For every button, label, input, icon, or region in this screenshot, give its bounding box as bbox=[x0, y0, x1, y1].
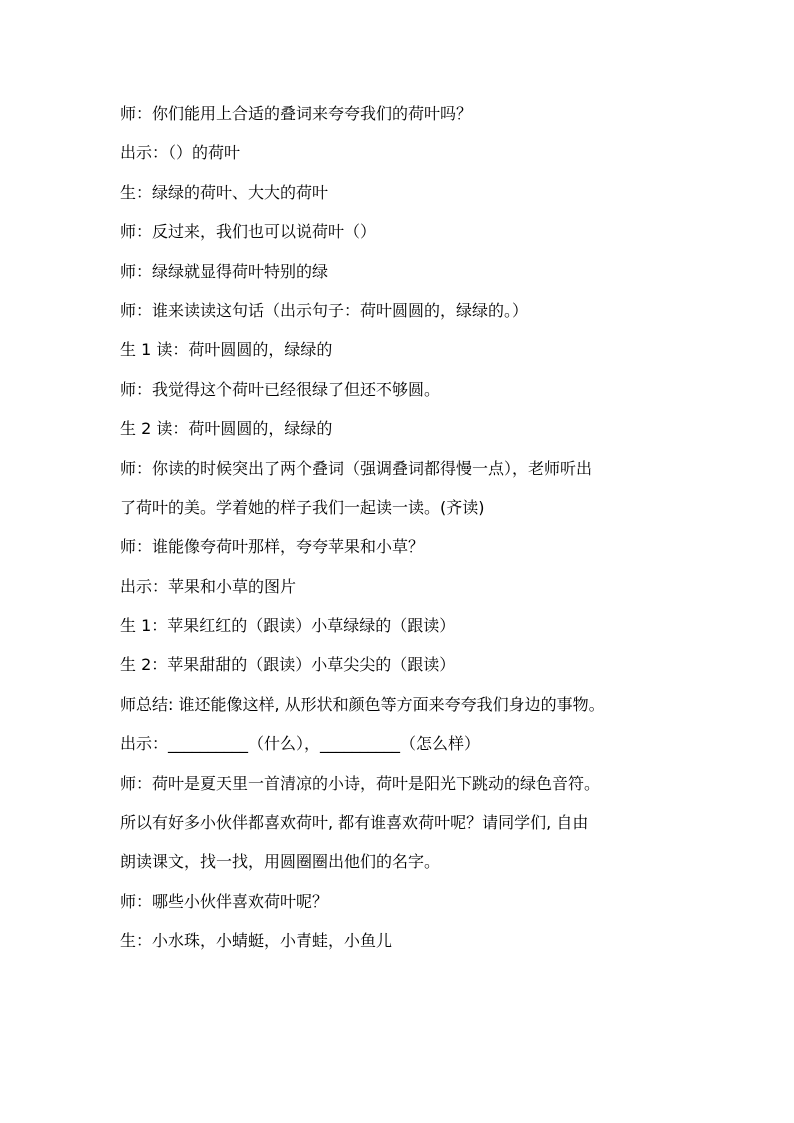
text-line: 师：你读的时候突出了两个叠词（强调叠词都得慢一点），老师听出 bbox=[120, 458, 593, 478]
text-line: 所以有好多小伙伴都喜欢荷叶, 都有谁喜欢荷叶呢？请同学们, 自由 bbox=[120, 813, 589, 833]
text-line: 师：谁来读读这句话（出示句子：荷叶圆圆的，绿绿的。） bbox=[120, 300, 529, 320]
document-body bbox=[120, 104, 680, 971]
text-line: 师：荷叶是夏天里一首清凉的小诗，荷叶是阳光下跳动的绿色音符。 bbox=[120, 773, 601, 793]
text-line: 生 1：苹果红红的（跟读）小草绿绿的（跟读） bbox=[120, 616, 456, 636]
text-line: 师：我觉得这个荷叶已经很绿了但还不够圆。 bbox=[120, 379, 441, 399]
text-line: 了荷叶的美。学着她的样子我们一起读一读。(齐读) bbox=[120, 497, 485, 517]
text-line: 师：绿绿就显得荷叶特别的绿 bbox=[120, 261, 329, 281]
text-line: 师：谁能像夸荷叶那样，夸夸苹果和小草？ bbox=[120, 537, 425, 557]
text-line: 生 2：苹果甜甜的（跟读）小草尖尖的（跟读） bbox=[120, 655, 456, 675]
text-line: 出示：苹果和小草的图片 bbox=[120, 576, 297, 596]
text-line: 出示：__________（什么），__________（怎么样） bbox=[120, 734, 481, 754]
text-line: 师：你们能用上合适的叠词来夸夸我们的荷叶吗？ bbox=[120, 104, 473, 123]
text-line: 生 1 读：荷叶圆圆的，绿绿的 bbox=[120, 340, 333, 360]
text-line: 生：小水珠，小蜻蜓，小青蛙，小鱼儿 bbox=[120, 931, 393, 951]
text-line: 师总结: 谁还能像这样, 从形状和颜色等方面来夸夸我们身边的事物。 bbox=[120, 694, 605, 714]
text-line: 出示：（）的荷叶 bbox=[120, 143, 241, 163]
text-line: 生 2 读：荷叶圆圆的，绿绿的 bbox=[120, 419, 333, 439]
text-line: 朗读课文，找一找，用圆圈圈出他们的名字。 bbox=[120, 852, 441, 872]
text-line: 师：哪些小伙伴喜欢荷叶呢？ bbox=[120, 891, 329, 911]
text-line: 师：反过来，我们也可以说荷叶（） bbox=[120, 222, 377, 242]
text-line: 生：绿绿的荷叶、大大的荷叶 bbox=[120, 182, 329, 202]
